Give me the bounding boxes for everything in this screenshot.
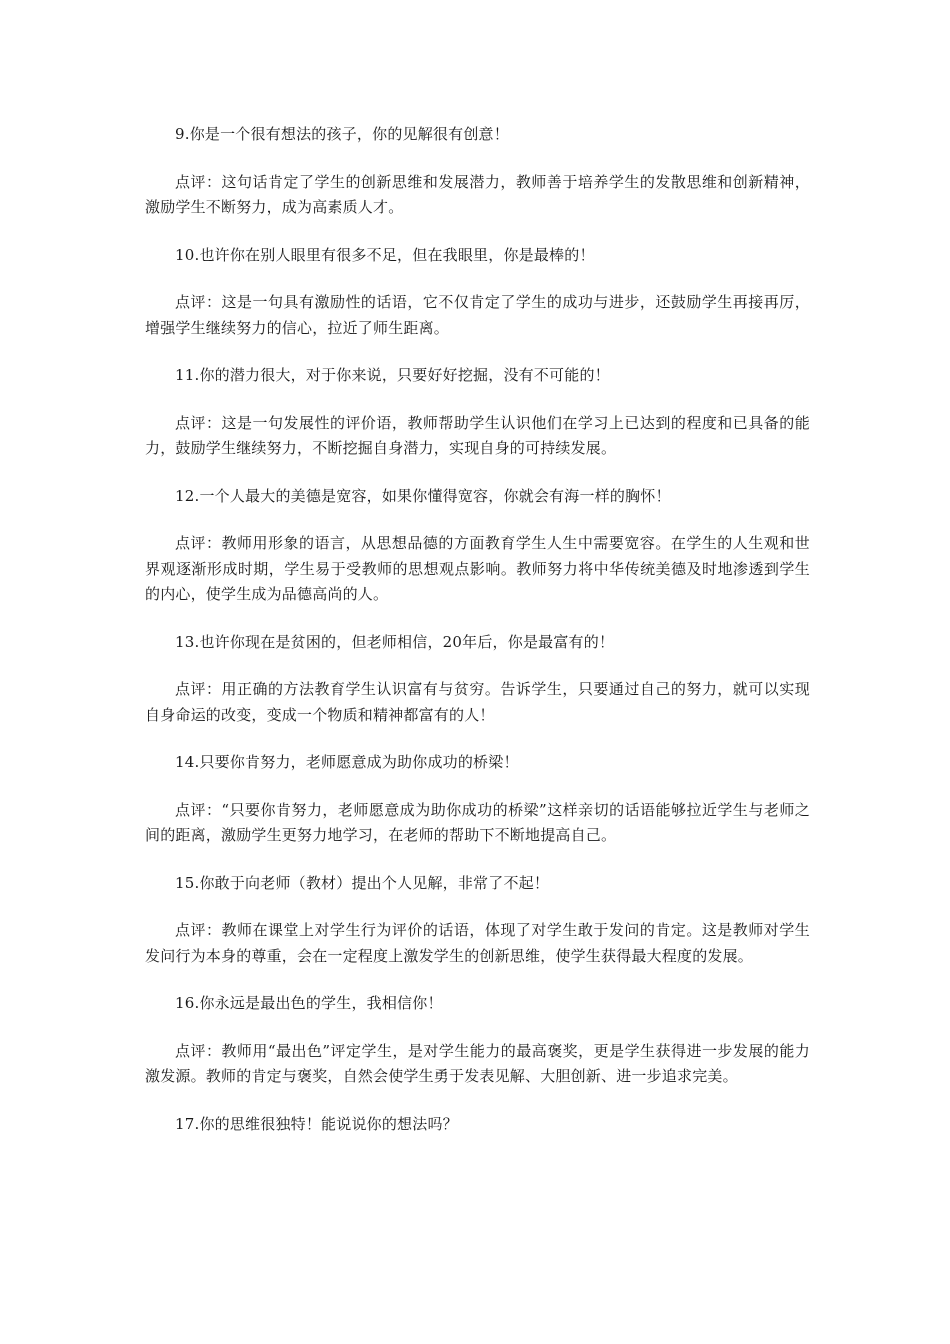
item-10-heading: 10.也许你在别人眼里有很多不足，但在我眼里，你是最棒的！ [175, 245, 595, 264]
item-14-heading: 14.只要你肯努力，老师愿意成为助你成功的桥梁！ [175, 753, 519, 771]
document-page [145, 122, 810, 1159]
item-13-comment: 点评：用正确的方法教育学生认识富有与贫穷。告诉学生，只要通过自己的努力，就可以实现自身命运的改变，变成一个物质和精神都富有的人！ [145, 680, 810, 724]
item-14-comment: 点评：“只要你肯努力，老师愿意成为助你成功的桥梁”这样亲切的话语能够拉近学生与老师之间的距离，激励学生更努力地学习，在老师的帮助下不断地提高自己。 [145, 800, 810, 844]
item-12-heading: 12.一个人最大的美德是宽容，如果你懂得宽容，你就会有海一样的胸怀！ [175, 486, 671, 505]
item-17-heading: 17.你的思维很独特！能说说你的想法吗？ [175, 1114, 458, 1133]
item-10-comment: 点评：这是一句具有激励性的话语，它不仅肯定了学生的成功与进步，还鼓励学生再接再厉，增强学生继续努力的信心，拉近了师生距离。 [145, 293, 810, 337]
item-15-comment: 点评：教师在课堂上对学生行为评价的话语，体现了对学生敢于发问的肯定。这是教师对学生发问行为本身的尊重，会在一定程度上激发学生的创新思维，使学生获得最大程度的发展。 [145, 921, 810, 965]
item-11-heading: 11.你的潜力很大，对于你来说，只要好好挖掘，没有不可能的！ [175, 366, 610, 384]
item-16-comment: 点评：教师用“最出色”评定学生，是对学生能力的最高褒奖，更是学生获得进一步发展的能力激发源。教师的肯定与褒奖，自然会使学生勇于发表见解、大胆创新、进一步追求完美。 [145, 1041, 810, 1085]
item-13-heading: 13.也许你现在是贫困的，但老师相信，20年后，你是最富有的！ [175, 632, 615, 651]
item-12-comment: 点评：教师用形象的语言，从思想品德的方面教育学生人生中需要宽容。在学生的人生观和世界观逐渐形成时期，学生易于受教师的思想观点影响。教师努力将中华传统美德及时地渗透到学生的内心，使学生成为品德高尚的人。 [145, 534, 810, 603]
item-11-comment: 点评：这是一句发展性的评价语，教师帮助学生认识他们在学习上已达到的程度和已具备的能力，鼓励学生继续努力，不断挖掘自身潜力，实现自身的可持续发展。 [145, 413, 810, 457]
item-16-heading: 16.你永远是最出色的学生，我相信你！ [175, 994, 443, 1012]
item-9-comment: 点评：这句话肯定了学生的创新思维和发展潜力，教师善于培养学生的发散思维和创新精神，激励学生不断努力，成为高素质人才。 [145, 172, 810, 216]
item-15-heading: 15.你敢于向老师（教材）提出个人见解，非常了不起！ [175, 873, 550, 892]
item-9-heading: 9.你是一个很有想法的孩子，你的见解很有创意！ [175, 125, 509, 143]
